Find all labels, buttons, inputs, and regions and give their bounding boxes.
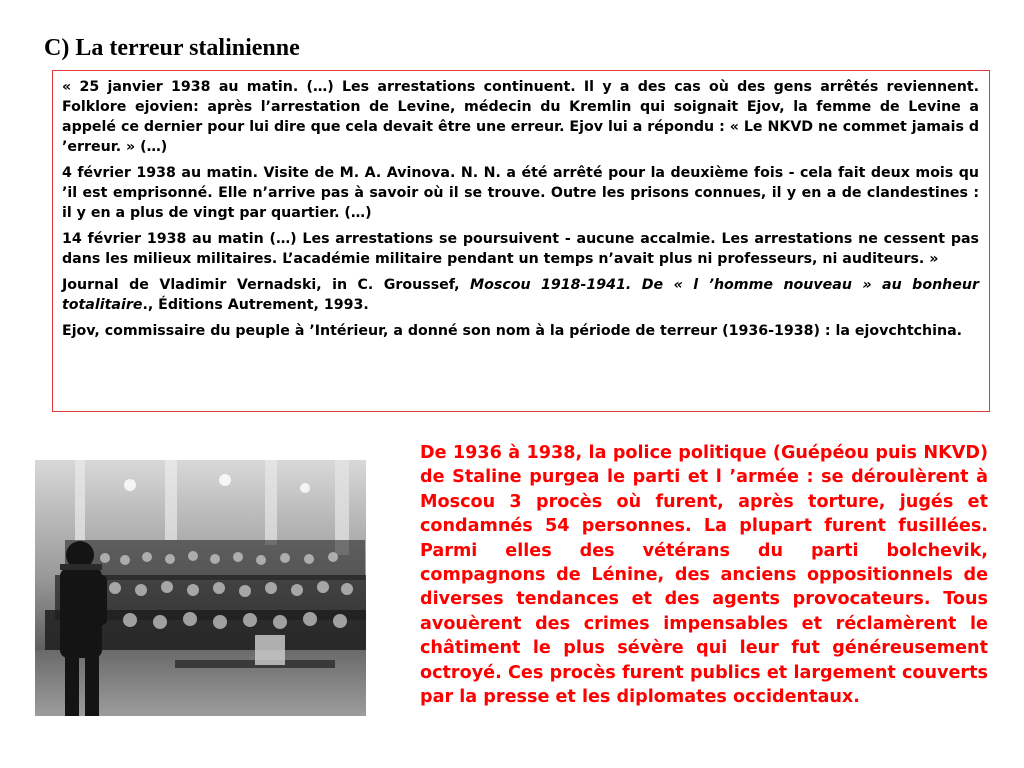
- quote-source: [62, 275, 979, 315]
- quote-paragraph-2: 4 février 1938 au matin. Visite de M. A. Avinova. N. N. a été arrêté pour la deuxième fois - cela fait deux mois qu ’il est emprisonné. Elle n’arrive pas à savoir où il se trouve. Outre les prisons connues, il y en a de clandestines : il y en a plus de vingt par quartier. (…): [62, 165, 979, 221]
- slide-title: C) La terreur stalinienne: [44, 35, 300, 61]
- quote-paragraph-1: « 25 janvier 1938 au matin. (…) Les arrestations continuent. Il y a des cas où des gens arrêtés reviennent. Folklore ejovien: après l’arrestation de Levine, médecin du Kremlin qui soignait Ejov, la femme de Levine a appelé ce dernier pour lui dire que cela devait être une erreur. Ejov lui a répondu : « Le NKVD ne commet jamais d ’erreur. » (…): [62, 79, 979, 155]
- summary-text: De 1936 à 1938, la police politique (Guépéou puis NKVD) de Staline purgea le parti et l ’armée : se déroulèrent à Moscou 3 procès où furent, après torture, jugés et condamnés 54 personnes. La plupart furent fusillées. Parmi elles des vétérans du parti bolchevik, compagnons de Lénine, des anciens oppositionnels de diverses tendances et des agents provocateurs. Tous avouèrent des crimes impensables et réclamèrent le châtiment le plus sévère qui leur fut généreusement octroyé. Ces procès furent publics et largement couverts par la presse et les diplomates occidentaux.: [420, 443, 988, 708]
- trial-photograph-illustration: [35, 460, 366, 716]
- quote-box: [52, 70, 990, 412]
- source-suffix: ., Éditions Autrement, 1993.: [142, 297, 369, 313]
- source-prefix: Journal de Vladimir Vernadski, in C. Groussef,: [62, 277, 471, 293]
- quote-note: Ejov, commissaire du peuple à ’Intérieur, a donné son nom à la période de terreur (1936-1938) : la ejovchtchina.: [62, 323, 963, 339]
- quote-paragraph-3: 14 février 1938 au matin (…) Les arrestations se poursuivent - aucune accalmie. Les arrestations ne cessent pas dans les milieux militaires. L’académie militaire pendant un temps n’avait plus ni professeurs, ni auditeurs. »: [62, 231, 979, 267]
- trial-photograph: [35, 460, 366, 716]
- source-title: Moscou 1918-1941. De « l ’homme nouveau » au bonheur totalitaire: [62, 277, 980, 313]
